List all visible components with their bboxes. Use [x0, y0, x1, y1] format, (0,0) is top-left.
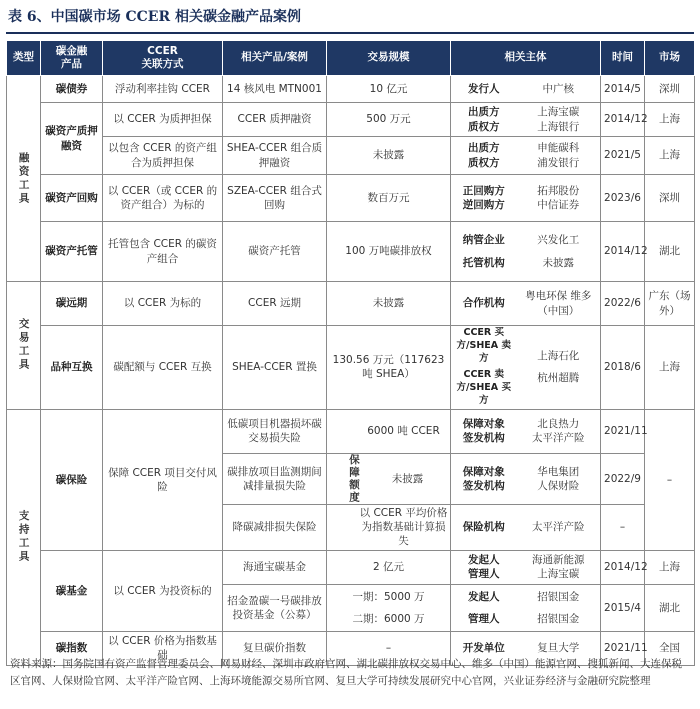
- product-cell: 碳债券: [41, 76, 103, 103]
- product-cell: 碳远期: [41, 282, 103, 326]
- case-cell: 低碳项目机器损坏碳交易损失险: [223, 409, 327, 453]
- entity-cell: 拓邦股份 中信证券: [517, 175, 601, 222]
- role-cell: 保障对象 签发机构: [451, 453, 517, 504]
- scale-cell: 数百万元: [327, 175, 451, 222]
- time-cell: 2023/6: [601, 175, 645, 222]
- market-cell: 深圳: [645, 76, 695, 103]
- case-cell: 降碳减排损失保险: [223, 504, 327, 550]
- entity-cell: 华电集团 人保财险: [517, 453, 601, 504]
- time-cell: 2014/12: [601, 222, 645, 282]
- entity-cell: 中广核: [517, 76, 601, 103]
- scale-cell: 未披露: [327, 137, 451, 175]
- link-cell: 以包含 CCER 的资产组合为质押担保: [103, 137, 223, 175]
- scale-cell: –: [327, 631, 451, 665]
- case-cell: 复旦碳价指数: [223, 631, 327, 665]
- market-cell: 深圳: [645, 175, 695, 222]
- market-cell: 上海: [645, 137, 695, 175]
- time-cell: 2021/11: [601, 409, 645, 453]
- case-cell: CCER 远期: [223, 282, 327, 326]
- link-cell: 以 CCER 价格为指数基础: [103, 631, 223, 665]
- header-entity: 相关主体: [451, 41, 601, 76]
- table-row: [7, 103, 695, 137]
- role-cell: 纳管企业 托管机构: [451, 222, 517, 282]
- entity-cell: 招银国金 招银国金: [517, 584, 601, 631]
- time-cell: 2014/12: [601, 103, 645, 137]
- role-cell: 出质方 质权方: [451, 103, 517, 137]
- time-cell: 2021/11: [601, 631, 645, 665]
- role-cell: 开发单位: [451, 631, 517, 665]
- case-cell: SZEA-CCER 组合式回购: [223, 175, 327, 222]
- link-cell: 碳配额与 CCER 互换: [103, 326, 223, 410]
- entity-cell: 复旦大学: [517, 631, 601, 665]
- header-scale: 交易规模: [327, 41, 451, 76]
- link-cell: 以 CCER 为质押担保: [103, 103, 223, 137]
- case-cell: SHEA-CCER 置换: [223, 326, 327, 410]
- market-cell: 上海: [645, 550, 695, 584]
- scale-cell: 130.56 万元（117623 吨 SHEA）: [327, 326, 451, 410]
- product-cell: 碳资产托管: [41, 222, 103, 282]
- market-cell: 全国: [645, 631, 695, 665]
- guarantee-label: 保障额度: [348, 453, 360, 504]
- case-cell: 14 核风电 MTN001: [223, 76, 327, 103]
- product-cell: 碳资产回购: [41, 175, 103, 222]
- link-cell: 浮动利率挂钩 CCER: [103, 76, 223, 103]
- table-row: [7, 409, 695, 453]
- case-cell: 碳资产托管: [223, 222, 327, 282]
- market-cell: 湖北: [645, 584, 695, 631]
- case-cell: 招金盈碳一号碳排放投资基金（公募）: [223, 584, 327, 631]
- time-cell: 2014/12: [601, 550, 645, 584]
- case-cell: 碳排放项目监测期间减排量损失险: [223, 453, 327, 504]
- link-cell: 以 CCER（或 CCER 的资产组合）为标的: [103, 175, 223, 222]
- table-row: [7, 326, 695, 410]
- time-cell: 2015/4: [601, 584, 645, 631]
- time-cell: –: [601, 504, 645, 550]
- time-cell: 2022/9: [601, 453, 645, 504]
- product-cell: 碳指数: [41, 631, 103, 665]
- scale-cell: 500 万元: [327, 103, 451, 137]
- table-row: [7, 137, 695, 175]
- source-note: 资料来源：国务院国有资产监督管理委员会、网易财经、深圳市政府官网、湖北碳排放权交易中心、维多（中国）能源官网、搜狐新闻、大连保税区官网、人保财险官网、太平洋产险官网、上海环境能源交易所官网、复旦大学可持续发展研究中心官网，兴业证券经济与金融研究院整理: [10, 658, 682, 687]
- product-cell: 碳基金: [41, 550, 103, 631]
- header-type: 类型: [7, 41, 41, 76]
- scale-cell: 一期：5000 万 二期：6000 万: [327, 584, 451, 631]
- table-row: [7, 550, 695, 584]
- case-cell: 海通宝碳基金: [223, 550, 327, 584]
- header-row: [7, 41, 695, 76]
- scale-cell: 保障额度 未披露: [327, 453, 451, 504]
- entity-cell: 申能碳科 浦发银行: [517, 137, 601, 175]
- time-cell: 2022/6: [601, 282, 645, 326]
- role-cell: 出质方 质权方: [451, 137, 517, 175]
- scale-cell: 100 万吨碳排放权: [327, 222, 451, 282]
- link-cell: 保障 CCER 项目交付风险: [103, 409, 223, 550]
- table-title: 表 6、中国碳市场 CCER 相关碳金融产品案例: [8, 9, 301, 25]
- entity-cell: 兴发化工 未披露: [517, 222, 601, 282]
- link-cell: 托管包含 CCER 的碳资产组合: [103, 222, 223, 282]
- link-cell: 以 CCER 为标的: [103, 282, 223, 326]
- title-rule: [6, 32, 694, 34]
- role-cell: 合作机构: [451, 282, 517, 326]
- role-cell: 发起人 管理人: [451, 550, 517, 584]
- market-cell: 广东（场外）: [645, 282, 695, 326]
- scale-cell: 6000 吨 CCER: [327, 409, 451, 453]
- table-row: [7, 76, 695, 103]
- table-row: [7, 282, 695, 326]
- market-cell: 湖北: [645, 222, 695, 282]
- role-cell: 发行人: [451, 76, 517, 103]
- product-cell: 品种互换: [41, 326, 103, 410]
- case-cell: SHEA-CCER 组合质押融资: [223, 137, 327, 175]
- role-cell: 保险机构: [451, 504, 517, 550]
- product-cell: 碳资产质押融资: [41, 103, 103, 175]
- role-cell: 保障对象 签发机构: [451, 409, 517, 453]
- carbon-finance-table: [6, 40, 695, 666]
- scale-cell: 2 亿元: [327, 550, 451, 584]
- category-financing: 融资工具: [7, 76, 41, 282]
- case-cell: CCER 质押融资: [223, 103, 327, 137]
- role-cell: 正回购方 逆回购方: [451, 175, 517, 222]
- role-cell: 发起人 管理人: [451, 584, 517, 631]
- entity-cell: 北良热力 太平洋产险: [517, 409, 601, 453]
- header-link: CCER 关联方式: [103, 41, 223, 76]
- scale-cell: 以 CCER 平均价格为指数基础计算损失: [327, 504, 451, 550]
- scale-cell: 未披露: [327, 282, 451, 326]
- table-row: [7, 175, 695, 222]
- header-time: 时间: [601, 41, 645, 76]
- role-cell: CCER 买方/SHEA 卖方 CCER 卖方/SHEA 买方: [451, 326, 517, 410]
- category-support: 支持工具: [7, 409, 41, 665]
- entity-cell: 粤电环保 维多（中国）: [517, 282, 601, 326]
- time-cell: 2021/5: [601, 137, 645, 175]
- scale-cell: 10 亿元: [327, 76, 451, 103]
- link-cell: 以 CCER 为投资标的: [103, 550, 223, 631]
- market-cell: 上海: [645, 103, 695, 137]
- entity-cell: 海通新能源 上海宝碳: [517, 550, 601, 584]
- time-cell: 2018/6: [601, 326, 645, 410]
- entity-cell: 太平洋产险: [517, 504, 601, 550]
- time-cell: 2014/5: [601, 76, 645, 103]
- category-trading: 交易工具: [7, 282, 41, 410]
- header-market: 市场: [645, 41, 695, 76]
- table-row: [7, 222, 695, 282]
- market-cell: –: [645, 409, 695, 550]
- market-cell: 上海: [645, 326, 695, 410]
- entity-cell: 上海宝碳 上海银行: [517, 103, 601, 137]
- header-product: 碳金融 产品: [41, 41, 103, 76]
- entity-cell: 上海石化 杭州超腾: [517, 326, 601, 410]
- product-cell: 碳保险: [41, 409, 103, 550]
- header-case: 相关产品/案例: [223, 41, 327, 76]
